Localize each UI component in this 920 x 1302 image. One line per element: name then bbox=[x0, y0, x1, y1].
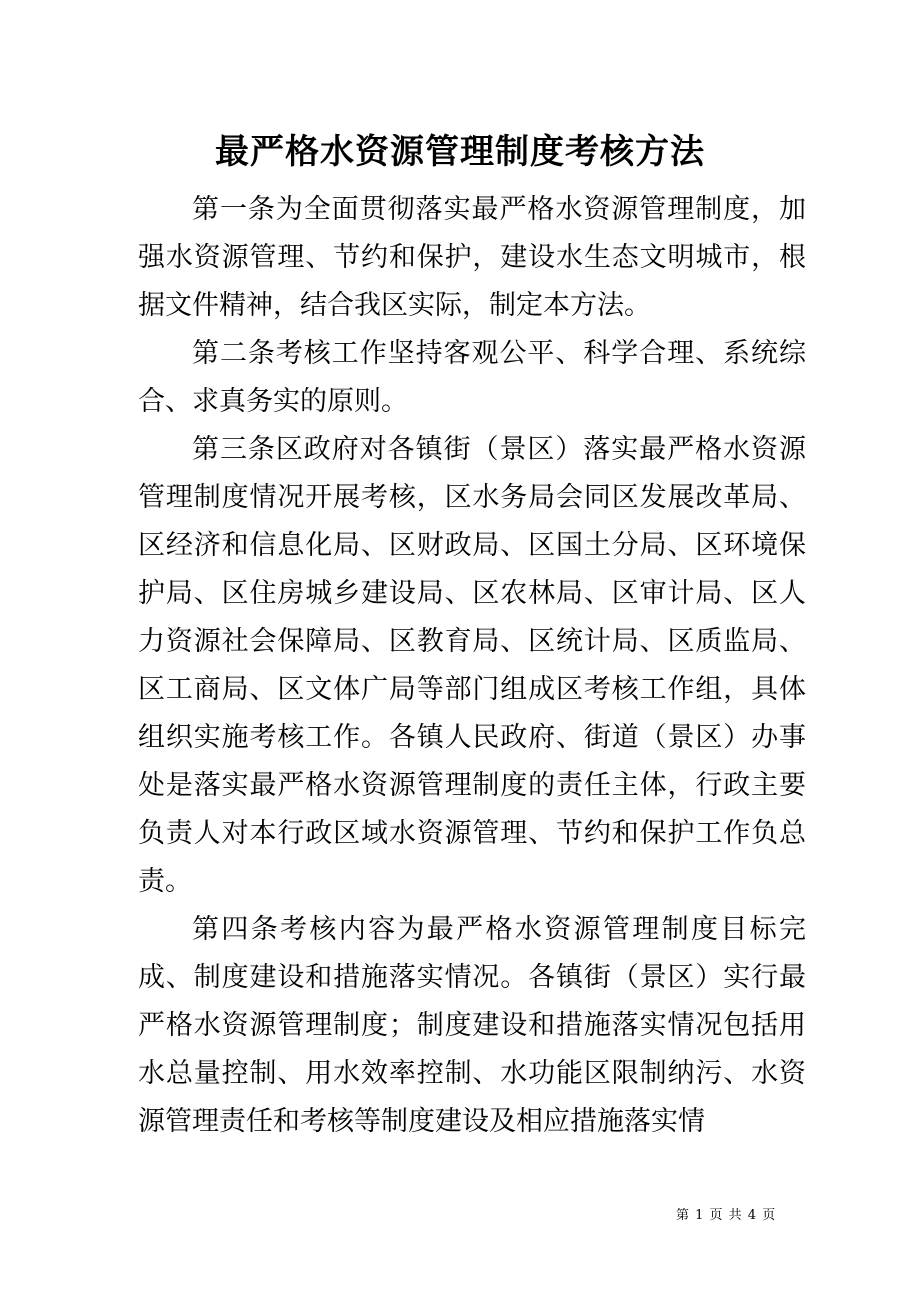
paragraph-article-3: 第三条区政府对各镇街（景区）落实最严格水资源管理制度情况开展考核，区水务局会同区发展改革局、区经济和信息化局、区财政局、区国土分局、区环境保护局、区住房城乡建设局、区农林局、区审计局、区人力资源社会保障局、区教育局、区统计局、区质监局、区工商局、区文体广局等部门组成区考核工作组，具体组织实施考核工作。各镇人民政府、街道（景区）办事处是落实最严格水资源管理制度的责任主体，行政主要负责人对本行政区域水资源管理、节约和保护工作负总责。 bbox=[138, 434, 806, 897]
paragraph-article-1: 第一条为全面贯彻落实最严格水资源管理制度，加强水资源管理、节约和保护，建设水生态文明城市，根据文件精神，结合我区实际，制定本方法。 bbox=[138, 194, 806, 321]
document-body bbox=[138, 186, 806, 1146]
paragraph-article-4: 第四条考核内容为最严格水资源管理制度目标完成、制度建设和措施落实情况。各镇街（景区）实行最严格水资源管理制度；制度建设和措施落实情况包括用水总量控制、用水效率控制、水功能区限制纳污、水资源管理责任和考核等制度建设及相应措施落实情 bbox=[138, 914, 806, 1137]
page-number-footer: 第 1 页 共 4 页 bbox=[676, 1208, 777, 1223]
document-title: 最严格水资源管理制度考核方法 bbox=[215, 132, 705, 172]
paragraph-article-2: 第二条考核工作坚持客观公平、科学合理、系统综合、求真务实的原则。 bbox=[138, 338, 806, 417]
